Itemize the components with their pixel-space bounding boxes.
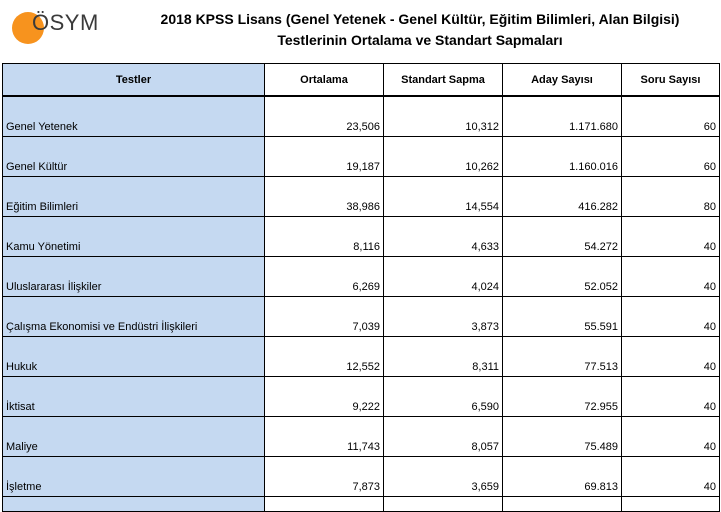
- row-std: 4,024: [384, 257, 503, 297]
- osym-logo: [12, 8, 122, 48]
- header-questions: Soru Sayısı: [622, 64, 720, 97]
- row-name: Hukuk: [3, 337, 265, 377]
- table-row: [3, 96, 720, 137]
- table-header-row: [3, 64, 720, 97]
- row-questions: 40: [622, 377, 720, 417]
- row-std: 8,057: [384, 417, 503, 457]
- row-cell-empty: [503, 497, 622, 512]
- table-row: [3, 257, 720, 297]
- row-name-empty: [3, 497, 265, 512]
- row-mean: 12,552: [265, 337, 384, 377]
- row-questions: 40: [622, 457, 720, 497]
- row-std: 3,659: [384, 457, 503, 497]
- row-questions: 40: [622, 297, 720, 337]
- title-line-2: Testlerinin Ortalama ve Standart Sapmaları: [277, 32, 563, 48]
- row-questions: 40: [622, 337, 720, 377]
- document-title: [130, 9, 710, 51]
- header-candidates: Aday Sayısı: [503, 64, 622, 97]
- row-mean: 9,222: [265, 377, 384, 417]
- row-std: 6,590: [384, 377, 503, 417]
- table-row: [3, 177, 720, 217]
- row-candidates: 69.813: [503, 457, 622, 497]
- row-candidates: 72.955: [503, 377, 622, 417]
- row-mean: 38,986: [265, 177, 384, 217]
- table-row: [3, 377, 720, 417]
- row-mean: 7,873: [265, 457, 384, 497]
- row-name: Kamu Yönetimi: [3, 217, 265, 257]
- row-name: Genel Kültür: [3, 137, 265, 177]
- row-mean: 19,187: [265, 137, 384, 177]
- header-std: Standart Sapma: [384, 64, 503, 97]
- row-name: Genel Yetenek: [3, 96, 265, 137]
- row-mean: 6,269: [265, 257, 384, 297]
- row-std: 14,554: [384, 177, 503, 217]
- row-mean: 7,039: [265, 297, 384, 337]
- row-std: 8,311: [384, 337, 503, 377]
- logo-text: ÖSYM: [32, 10, 99, 35]
- row-questions: 80: [622, 177, 720, 217]
- statistics-table: [2, 63, 720, 512]
- row-questions: 40: [622, 217, 720, 257]
- row-cell-empty: [384, 497, 503, 512]
- row-mean: 23,506: [265, 96, 384, 137]
- header-mean: Ortalama: [265, 64, 384, 97]
- row-candidates: 52.052: [503, 257, 622, 297]
- row-questions: 60: [622, 96, 720, 137]
- row-candidates: 1.160.016: [503, 137, 622, 177]
- row-name: İşletme: [3, 457, 265, 497]
- row-std: 10,262: [384, 137, 503, 177]
- row-mean: 8,116: [265, 217, 384, 257]
- row-name: Eğitim Bilimleri: [3, 177, 265, 217]
- row-questions: 40: [622, 257, 720, 297]
- row-name: Uluslararası İlişkiler: [3, 257, 265, 297]
- title-line-1: 2018 KPSS Lisans (Genel Yetenek - Genel Kültür, Eğitim Bilimleri, Alan Bilgisi): [160, 11, 680, 27]
- row-name: Maliye: [3, 417, 265, 457]
- table-row: [3, 137, 720, 177]
- row-candidates: 55.591: [503, 297, 622, 337]
- row-questions: 60: [622, 137, 720, 177]
- row-candidates: 1.171.680: [503, 96, 622, 137]
- row-cell-empty: [265, 497, 384, 512]
- table-row: [3, 217, 720, 257]
- row-candidates: 416.282: [503, 177, 622, 217]
- table-row: [3, 337, 720, 377]
- document-header: [0, 0, 721, 60]
- table-row: [3, 457, 720, 497]
- row-std: 10,312: [384, 96, 503, 137]
- row-questions: 40: [622, 417, 720, 457]
- row-mean: 11,743: [265, 417, 384, 457]
- row-name: Çalışma Ekonomisi ve Endüstri İlişkileri: [3, 297, 265, 337]
- row-candidates: 54.272: [503, 217, 622, 257]
- table-row: [3, 297, 720, 337]
- row-cell-empty: [622, 497, 720, 512]
- table-row: [3, 417, 720, 457]
- row-std: 3,873: [384, 297, 503, 337]
- row-candidates: 75.489: [503, 417, 622, 457]
- table-row-partial: [3, 497, 720, 512]
- header-tests: Testler: [3, 64, 265, 97]
- row-name: İktisat: [3, 377, 265, 417]
- row-std: 4,633: [384, 217, 503, 257]
- row-candidates: 77.513: [503, 337, 622, 377]
